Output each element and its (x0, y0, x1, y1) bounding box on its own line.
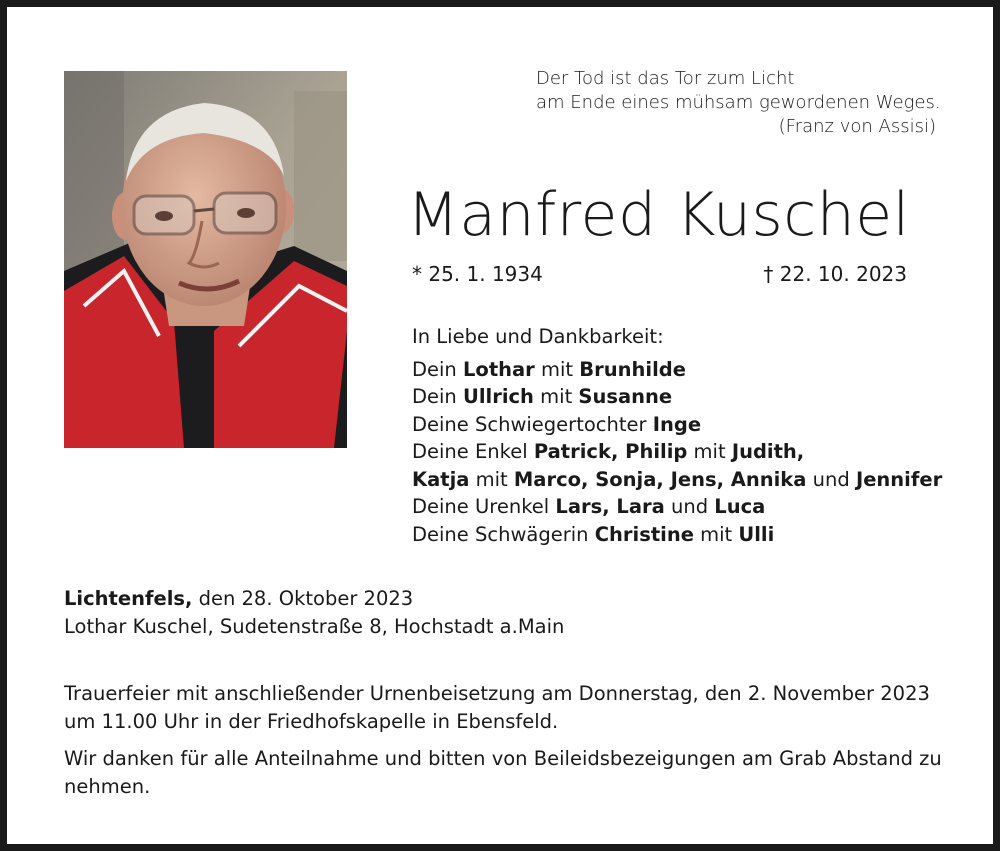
family-member-name: Ullrich (463, 385, 534, 408)
family-relation-text: Dein (412, 385, 463, 408)
family-relation-text: mit (693, 522, 739, 546)
family-relation-text: Deine Enkel (412, 440, 534, 463)
family-relation-text: mit (687, 440, 732, 463)
family-member-name: Patrick, Philip (533, 440, 688, 463)
family-relation-text: mit (533, 385, 579, 408)
family-member-name: Susanne (578, 385, 673, 408)
family-relation-text: mit (534, 357, 580, 381)
family-member-name: Jennifer (855, 467, 943, 491)
sender-address: Lothar Kuschel, Sudetenstraße 8, Hochstadt a.Main (64, 615, 565, 638)
family-members (412, 356, 942, 549)
family-intro: In Liebe und Dankbarkeit: (412, 325, 664, 348)
family-member-name: Lothar (463, 357, 535, 381)
deceased-name: Manfred Kuschel (407, 180, 910, 250)
family-relation-text: Deine Urenkel (412, 495, 556, 518)
family-line (412, 466, 942, 494)
portrait-photo (64, 71, 347, 448)
family-member-name: Luca (714, 495, 766, 518)
quote-line-1: Der Tod ist das Tor zum Licht (536, 68, 795, 89)
family-member-name: Christine (594, 522, 694, 546)
birth-date: * 25. 1. 1934 (412, 262, 543, 286)
family-member-name: Ulli (738, 522, 775, 546)
family-line (412, 356, 942, 384)
family-member-name: Judith, (731, 440, 805, 463)
family-list (412, 323, 942, 548)
family-line (412, 411, 942, 439)
family-relation-text: Dein (412, 357, 463, 381)
quote-author: (Franz von Assisi) (778, 116, 936, 137)
place-date: den 28. Oktober 2023 (192, 587, 414, 610)
family-relation-text: mit (469, 467, 514, 491)
family-member-name: Inge (652, 412, 702, 436)
family-relation-text: Deine Schwiegertochter (412, 412, 653, 436)
family-line (412, 521, 942, 549)
family-member-name: Marco, Sonja, Jens, Annika (513, 467, 807, 491)
family-relation-text: Deine Schwägerin (412, 522, 595, 546)
portrait-illustration (64, 71, 347, 448)
death-date: † 22. 10. 2023 (763, 262, 907, 286)
family-line (412, 493, 942, 521)
family-relation-text: und (664, 495, 715, 518)
thanks-text: Wir danken für alle Anteilnahme und bitten von Beileidsbezeigungen am Grab Abstand zu nehmen. (64, 747, 942, 798)
family-member-name: Brunhilde (579, 357, 686, 381)
family-member-name: Lars, Lara (555, 495, 665, 518)
quote-line-2: am Ende eines mühsam gewordenen Weges. (536, 92, 941, 113)
place-date-line (64, 585, 564, 613)
family-member-name: Katja (412, 467, 470, 491)
funeral-notice (64, 680, 954, 810)
place-date-block (64, 585, 564, 641)
family-line (412, 383, 942, 411)
ceremony-text: Trauerfeier mit anschließender Urnenbeisetzung am Donnerstag, den 2. November 2023 um 11.00 Uhr in der Friedhofskapelle in Ebensfeld. (64, 682, 930, 733)
family-relation-text: und (806, 467, 856, 491)
family-line (412, 438, 942, 466)
place-city: Lichtenfels, (64, 587, 193, 610)
quote (516, 67, 941, 139)
